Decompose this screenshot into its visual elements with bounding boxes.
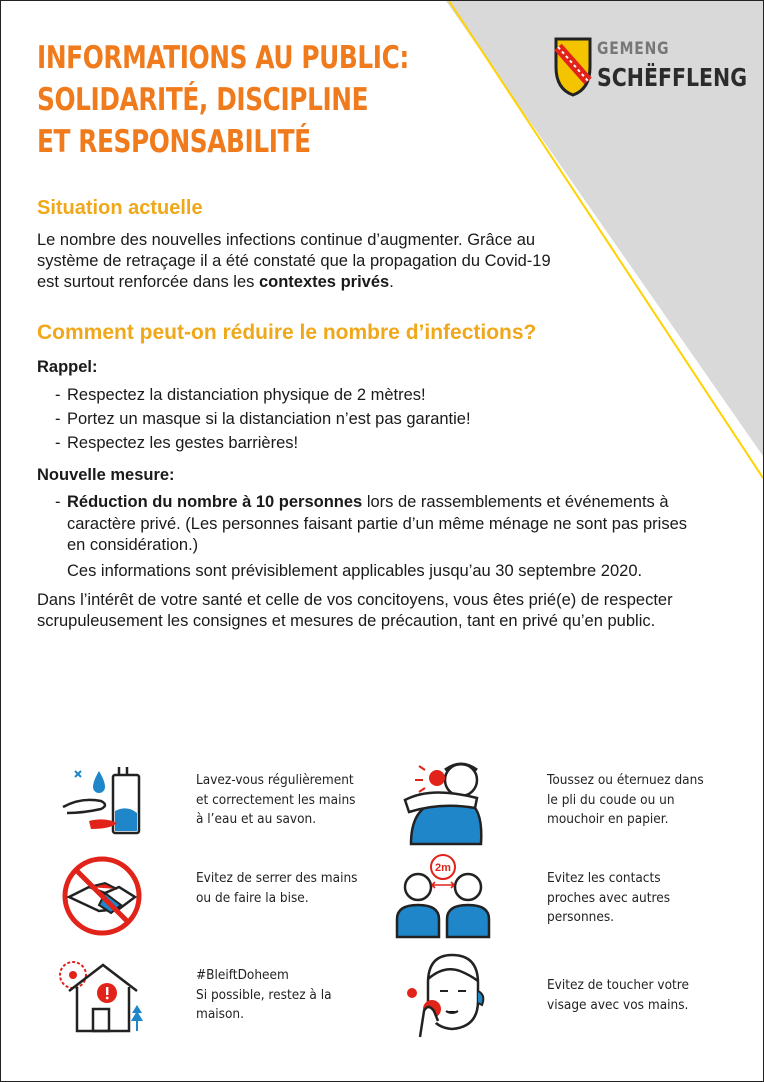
emphasis-text: contextes privés xyxy=(258,273,390,291)
situation-text-line: Le nombre des nouvelles infections continue d’augmenter. Grâce au xyxy=(37,231,536,249)
measure-text-line: caractère privé. (Les personnes faisant partie d’un même ménage ne sont pas prises xyxy=(67,515,687,533)
tip-caption: Lavez-vous régulièrement et correctement les mains à l’eau et au savon. xyxy=(196,772,356,827)
situation-text-line: système de retraçage il a été constaté que la propagation du Covid-19 xyxy=(37,252,551,270)
closing-text-line: Dans l’intérêt de votre santé et celle de vos concitoyens, vous êtes prié(e) de respecter xyxy=(37,591,673,609)
municipality-logo xyxy=(554,37,748,97)
title-line-1: INFORMATIONS AU PUBLIC: xyxy=(37,40,409,76)
title-line-2: SOLIDARITÉ, DISCIPLINE xyxy=(37,82,369,118)
distance-badge: 2m xyxy=(435,862,451,874)
no-handshake-icon xyxy=(59,853,145,939)
stay-home-icon xyxy=(51,951,151,1033)
section-heading-situation: Situation actuelle xyxy=(37,197,203,219)
tip-caption: #BleiftDoheem Si possible, restez à la maison. xyxy=(196,967,332,1022)
measure-text-line: en considération.) xyxy=(67,536,199,554)
logo-line-1: GEMENG xyxy=(597,39,670,59)
situation-text-line: est surtout renforcée dans les contextes privés. xyxy=(37,273,394,291)
label-rappel: Rappel: xyxy=(37,358,98,376)
title-line-3: ET RESPONSABILITÉ xyxy=(37,124,311,160)
tip-caption: Toussez ou éternuez dans le pli du coude ou un mouchoir en papier. xyxy=(547,772,704,827)
tip-caption: Evitez de toucher votre visage avec vos mains. xyxy=(547,977,689,1013)
list-item: - Portez un masque si la distanciation n’est pas garantie! xyxy=(55,410,471,428)
no-face-touch-icon xyxy=(404,951,494,1037)
label-nouvelle-mesure: Nouvelle mesure: xyxy=(37,466,175,484)
hand-washing-icon xyxy=(61,761,146,841)
list-item: - Respectez la distanciation physique de 2 mètres! xyxy=(55,386,426,404)
list-item: - Respectez les gestes barrières! xyxy=(55,434,299,452)
emphasis-text: Réduction du nombre à 10 personnes xyxy=(67,493,363,511)
page-title xyxy=(37,37,409,163)
logo-line-2: SCHËFFLENG xyxy=(597,63,748,92)
coat-of-arms-icon xyxy=(554,37,592,97)
tip-caption: Evitez de serrer des mains ou de faire la bise. xyxy=(196,870,358,906)
validity-note: Ces informations sont prévisiblement applicables jusqu’au 30 septembre 2020. xyxy=(67,562,643,580)
list-item: - Réduction du nombre à 10 personnes lors de rassemblements et événements à xyxy=(55,493,669,511)
tip-caption: Evitez les contacts proches avec autres personnes. xyxy=(547,870,671,925)
section-heading-reduce: Comment peut-on réduire le nombre d’infections? xyxy=(37,321,537,344)
closing-text-line: scrupuleusement les consignes et mesures de précaution, tant en privé qu’en public. xyxy=(37,612,656,630)
sneeze-elbow-icon xyxy=(401,756,491,846)
social-distance-icon xyxy=(394,853,494,939)
